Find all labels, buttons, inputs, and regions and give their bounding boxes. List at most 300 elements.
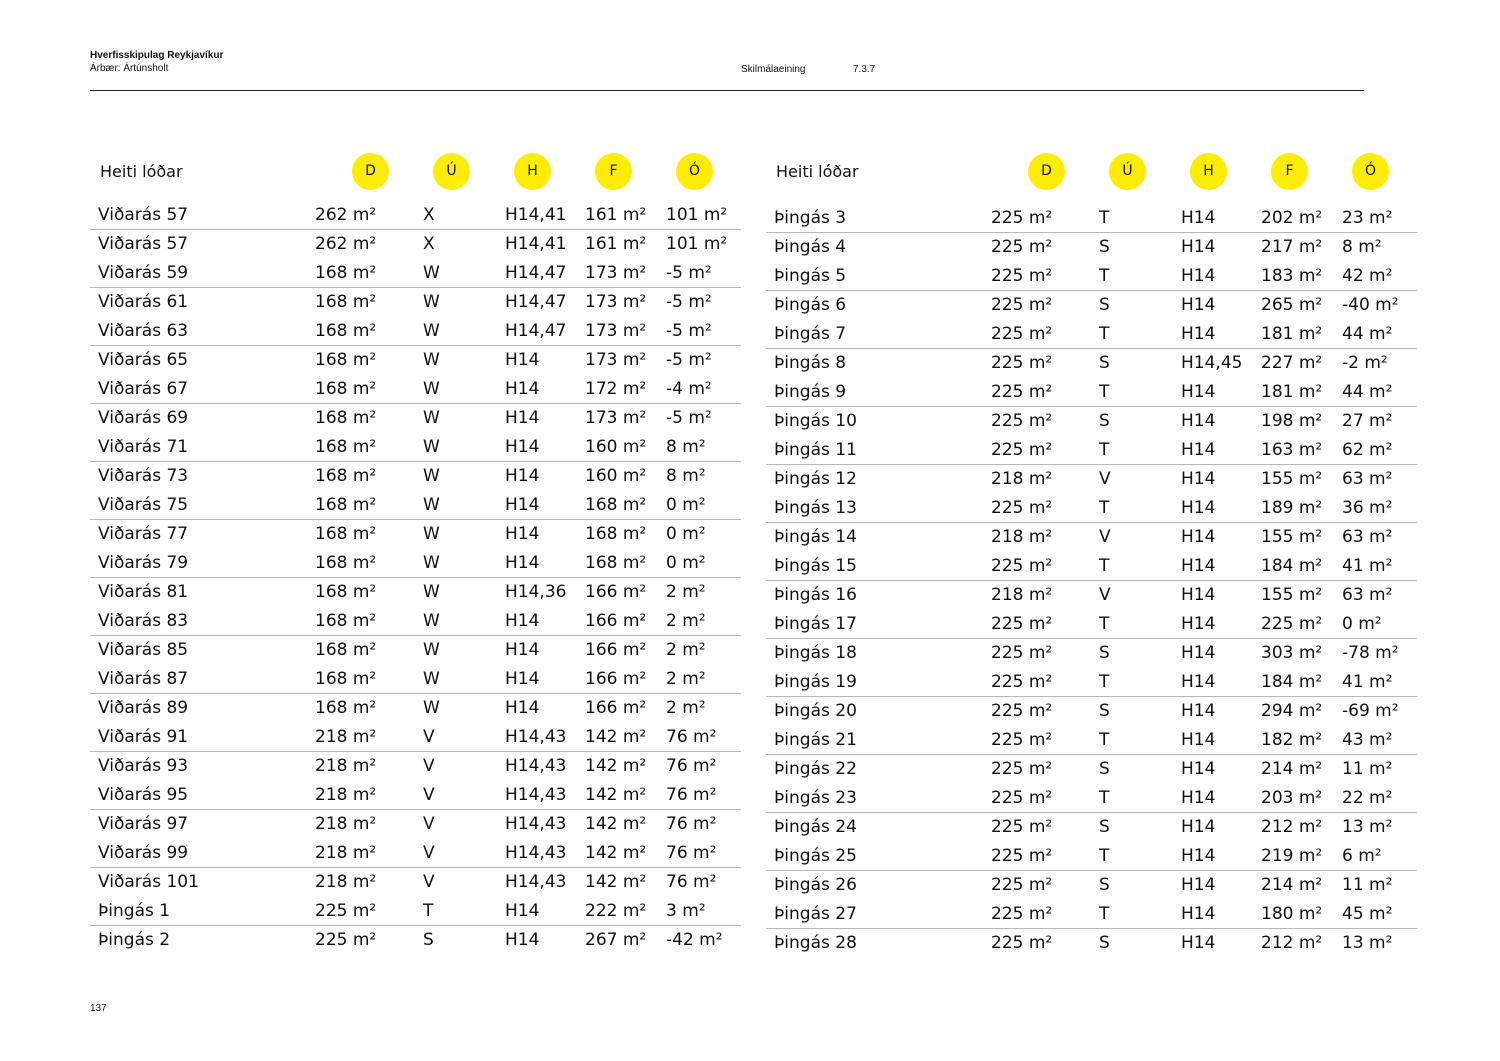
cell-f: 203 m² <box>1261 788 1323 808</box>
table-row <box>90 839 741 868</box>
cell-o: -4 m² <box>666 379 712 399</box>
cell-o: 27 m² <box>1342 411 1393 431</box>
table-row <box>90 259 741 288</box>
cell-f: 183 m² <box>1261 266 1323 286</box>
cell-o: 63 m² <box>1342 527 1393 547</box>
cell-d: 225 m² <box>991 904 1053 924</box>
cell-o: -69 m² <box>1342 701 1399 721</box>
lot-name: Þingás 6 <box>774 295 847 315</box>
cell-o: 0 m² <box>1342 614 1382 634</box>
cell-u: T <box>1099 498 1110 518</box>
cell-u: S <box>1099 875 1110 895</box>
cell-u: W <box>423 495 440 515</box>
lot-name: Þingás 17 <box>774 614 857 634</box>
lot-name: Viðarás 57 <box>98 205 189 225</box>
lot-name: Þingás 7 <box>774 324 847 344</box>
cell-u: T <box>423 901 434 921</box>
cell-h: H14 <box>1181 614 1216 634</box>
cell-f: 166 m² <box>585 669 647 689</box>
cell-d: 168 m² <box>315 408 377 428</box>
cell-f: 142 m² <box>585 727 647 747</box>
cell-f: 142 m² <box>585 872 647 892</box>
lot-name: Þingás 21 <box>774 730 857 750</box>
cell-u: W <box>423 437 440 457</box>
cell-o: 62 m² <box>1342 440 1393 460</box>
table-row <box>766 871 1417 900</box>
cell-d: 225 m² <box>991 411 1053 431</box>
cell-h: H14 <box>505 611 540 631</box>
table-row <box>90 549 741 578</box>
cell-f: 212 m² <box>1261 817 1323 837</box>
cell-u: T <box>1099 556 1110 576</box>
cell-o: 36 m² <box>1342 498 1393 518</box>
cell-u: V <box>1099 469 1111 489</box>
cell-o: 8 m² <box>1342 237 1382 257</box>
cell-u: W <box>423 698 440 718</box>
cell-o: -5 m² <box>666 408 712 428</box>
cell-u: V <box>423 727 435 747</box>
column-badge-f: F <box>1271 153 1308 190</box>
lot-name: Viðarás 81 <box>98 582 189 602</box>
cell-o: 2 m² <box>666 669 706 689</box>
cell-d: 225 m² <box>991 324 1053 344</box>
cell-f: 184 m² <box>1261 672 1323 692</box>
table-header <box>90 153 741 201</box>
cell-d: 168 m² <box>315 437 377 457</box>
cell-o: 0 m² <box>666 524 706 544</box>
table-row <box>90 433 741 462</box>
cell-u: W <box>423 669 440 689</box>
cell-f: 198 m² <box>1261 411 1323 431</box>
cell-o: 101 m² <box>666 234 728 254</box>
cell-h: H14 <box>505 640 540 660</box>
cell-d: 225 m² <box>991 382 1053 402</box>
lot-name: Viðarás 79 <box>98 553 189 573</box>
table-row <box>90 868 741 897</box>
lot-name: Þingás 22 <box>774 759 857 779</box>
cell-d: 218 m² <box>315 814 377 834</box>
column-badge-d: D <box>1028 153 1065 190</box>
cell-o: 8 m² <box>666 466 706 486</box>
cell-d: 218 m² <box>991 585 1053 605</box>
table-row <box>766 378 1417 407</box>
cell-u: W <box>423 553 440 573</box>
table-row <box>766 842 1417 871</box>
cell-u: T <box>1099 846 1110 866</box>
section-label: Skilmálaeining <box>741 64 806 75</box>
table-row <box>766 929 1417 958</box>
document-subtitle: Árbær: Ártúnsholt <box>90 63 169 74</box>
cell-o: 76 m² <box>666 814 717 834</box>
table-row <box>766 262 1417 291</box>
cell-f: 267 m² <box>585 930 647 950</box>
cell-h: H14 <box>1181 730 1216 750</box>
cell-o: -2 m² <box>1342 353 1388 373</box>
cell-d: 225 m² <box>991 933 1053 953</box>
lot-name: Þingás 14 <box>774 527 857 547</box>
cell-d: 225 m² <box>991 846 1053 866</box>
cell-o: 41 m² <box>1342 672 1393 692</box>
cell-u: S <box>1099 411 1110 431</box>
cell-h: H14 <box>1181 382 1216 402</box>
cell-o: 76 m² <box>666 756 717 776</box>
table-row <box>90 636 741 665</box>
cell-h: H14 <box>1181 556 1216 576</box>
lot-name: Viðarás 67 <box>98 379 189 399</box>
cell-d: 168 m² <box>315 611 377 631</box>
cell-o: 76 m² <box>666 727 717 747</box>
table-row <box>766 813 1417 842</box>
lot-name: Viðarás 69 <box>98 408 189 428</box>
lot-name: Þingás 3 <box>774 208 847 228</box>
cell-d: 168 m² <box>315 466 377 486</box>
cell-h: H14 <box>505 350 540 370</box>
cell-f: 214 m² <box>1261 875 1323 895</box>
table-row <box>766 610 1417 639</box>
lot-name: Viðarás 65 <box>98 350 189 370</box>
cell-d: 225 m² <box>991 643 1053 663</box>
cell-d: 168 m² <box>315 582 377 602</box>
cell-o: -5 m² <box>666 263 712 283</box>
cell-u: T <box>1099 730 1110 750</box>
cell-o: -40 m² <box>1342 295 1399 315</box>
cell-f: 173 m² <box>585 321 647 341</box>
cell-o: 63 m² <box>1342 585 1393 605</box>
lot-name: Viðarás 57 <box>98 234 189 254</box>
cell-f: 182 m² <box>1261 730 1323 750</box>
table-row <box>90 578 741 607</box>
cell-h: H14 <box>1181 643 1216 663</box>
cell-o: 45 m² <box>1342 904 1393 924</box>
cell-f: 173 m² <box>585 350 647 370</box>
cell-o: 101 m² <box>666 205 728 225</box>
cell-h: H14 <box>1181 295 1216 315</box>
cell-h: H14 <box>1181 788 1216 808</box>
cell-u: X <box>423 234 435 254</box>
table-row <box>766 494 1417 523</box>
cell-d: 168 m² <box>315 698 377 718</box>
cell-f: 161 m² <box>585 205 647 225</box>
cell-h: H14,47 <box>505 263 567 283</box>
page-header <box>90 50 1364 91</box>
cell-u: V <box>423 785 435 805</box>
cell-d: 225 m² <box>991 208 1053 228</box>
cell-d: 168 m² <box>315 640 377 660</box>
lot-name: Þingás 20 <box>774 701 857 721</box>
cell-f: 202 m² <box>1261 208 1323 228</box>
table-row <box>90 665 741 694</box>
cell-f: 142 m² <box>585 785 647 805</box>
column-header-name: Heiti lóðar <box>100 162 183 181</box>
cell-h: H14 <box>505 437 540 457</box>
cell-f: 225 m² <box>1261 614 1323 634</box>
cell-u: T <box>1099 614 1110 634</box>
lot-name: Þingás 18 <box>774 643 857 663</box>
cell-u: S <box>1099 295 1110 315</box>
lot-table-left <box>90 153 741 955</box>
cell-o: 3 m² <box>666 901 706 921</box>
table-row <box>90 230 741 259</box>
lot-name: Þingás 19 <box>774 672 857 692</box>
column-header-name: Heiti lóðar <box>776 162 859 181</box>
cell-o: 6 m² <box>1342 846 1382 866</box>
cell-h: H14 <box>1181 237 1216 257</box>
table-row <box>90 926 741 955</box>
lot-name: Þingás 5 <box>774 266 847 286</box>
cell-d: 218 m² <box>315 727 377 747</box>
lot-table-right <box>766 153 1417 958</box>
column-badge-u: Ú <box>433 153 470 190</box>
table-row <box>766 639 1417 668</box>
lot-name: Viðarás 99 <box>98 843 189 863</box>
cell-d: 218 m² <box>991 527 1053 547</box>
cell-o: 41 m² <box>1342 556 1393 576</box>
cell-h: H14,43 <box>505 872 567 892</box>
cell-h: H14,41 <box>505 234 567 254</box>
lot-name: Þingás 15 <box>774 556 857 576</box>
table-row <box>90 317 741 346</box>
table-header <box>766 153 1417 201</box>
lot-name: Þingás 23 <box>774 788 857 808</box>
cell-d: 168 m² <box>315 263 377 283</box>
cell-d: 168 m² <box>315 495 377 515</box>
cell-u: W <box>423 292 440 312</box>
lot-name: Þingás 8 <box>774 353 847 373</box>
cell-f: 217 m² <box>1261 237 1323 257</box>
cell-o: 63 m² <box>1342 469 1393 489</box>
cell-o: 44 m² <box>1342 324 1393 344</box>
lot-name: Viðarás 71 <box>98 437 189 457</box>
cell-u: S <box>1099 759 1110 779</box>
cell-f: 142 m² <box>585 814 647 834</box>
table-row <box>766 552 1417 581</box>
cell-f: 163 m² <box>1261 440 1323 460</box>
cell-f: 189 m² <box>1261 498 1323 518</box>
lot-name: Viðarás 75 <box>98 495 189 515</box>
cell-f: 265 m² <box>1261 295 1323 315</box>
cell-h: H14 <box>505 495 540 515</box>
cell-f: 155 m² <box>1261 527 1323 547</box>
cell-h: H14 <box>1181 208 1216 228</box>
cell-h: H14 <box>505 379 540 399</box>
table-row <box>90 607 741 636</box>
table-row <box>766 291 1417 320</box>
cell-h: H14 <box>1181 324 1216 344</box>
cell-h: H14 <box>505 669 540 689</box>
table-row <box>766 726 1417 755</box>
table-row <box>90 375 741 404</box>
cell-o: 13 m² <box>1342 817 1393 837</box>
lot-name: Þingás 9 <box>774 382 847 402</box>
lot-name: Viðarás 87 <box>98 669 189 689</box>
lot-name: Þingás 24 <box>774 817 857 837</box>
lot-name: Þingás 26 <box>774 875 857 895</box>
cell-h: H14 <box>1181 875 1216 895</box>
cell-d: 225 m² <box>991 614 1053 634</box>
table-row <box>90 288 741 317</box>
lot-name: Viðarás 85 <box>98 640 189 660</box>
lot-name: Þingás 13 <box>774 498 857 518</box>
lot-name: Viðarás 91 <box>98 727 189 747</box>
cell-h: H14 <box>505 930 540 950</box>
cell-h: H14 <box>505 466 540 486</box>
cell-h: H14 <box>1181 846 1216 866</box>
cell-o: 11 m² <box>1342 875 1393 895</box>
cell-o: -5 m² <box>666 321 712 341</box>
lot-name: Þingás 25 <box>774 846 857 866</box>
cell-u: T <box>1099 324 1110 344</box>
cell-u: W <box>423 263 440 283</box>
cell-h: H14 <box>505 901 540 921</box>
table-row <box>766 668 1417 697</box>
cell-d: 225 m² <box>991 701 1053 721</box>
cell-u: V <box>423 843 435 863</box>
cell-d: 168 m² <box>315 669 377 689</box>
cell-o: -5 m² <box>666 350 712 370</box>
cell-d: 225 m² <box>991 266 1053 286</box>
lot-name: Viðarás 63 <box>98 321 189 341</box>
table-body <box>90 201 741 955</box>
cell-h: H14,43 <box>505 756 567 776</box>
lot-name: Þingás 11 <box>774 440 857 460</box>
lot-name: Viðarás 83 <box>98 611 189 631</box>
table-row <box>766 204 1417 233</box>
cell-u: V <box>1099 527 1111 547</box>
cell-d: 225 m² <box>315 901 377 921</box>
cell-o: -78 m² <box>1342 643 1399 663</box>
cell-f: 180 m² <box>1261 904 1323 924</box>
cell-f: 173 m² <box>585 263 647 283</box>
column-badge-h: H <box>514 153 551 190</box>
cell-o: 22 m² <box>1342 788 1393 808</box>
table-row <box>766 784 1417 813</box>
cell-u: T <box>1099 440 1110 460</box>
cell-o: 76 m² <box>666 785 717 805</box>
cell-h: H14,36 <box>505 582 567 602</box>
table-row <box>90 781 741 810</box>
lot-name: Þingás 16 <box>774 585 857 605</box>
cell-u: W <box>423 524 440 544</box>
cell-h: H14 <box>1181 904 1216 924</box>
cell-d: 168 m² <box>315 379 377 399</box>
cell-u: S <box>1099 817 1110 837</box>
cell-o: -42 m² <box>666 930 723 950</box>
cell-d: 225 m² <box>991 759 1053 779</box>
table-row <box>90 694 741 723</box>
column-badge-u: Ú <box>1109 153 1146 190</box>
cell-f: 155 m² <box>1261 585 1323 605</box>
cell-u: T <box>1099 266 1110 286</box>
cell-u: V <box>423 872 435 892</box>
cell-d: 218 m² <box>315 843 377 863</box>
cell-h: H14 <box>1181 527 1216 547</box>
cell-f: 168 m² <box>585 553 647 573</box>
lot-name: Þingás 10 <box>774 411 857 431</box>
table-row <box>766 349 1417 378</box>
cell-h: H14 <box>1181 759 1216 779</box>
lot-name: Þingás 12 <box>774 469 857 489</box>
cell-h: H14 <box>1181 585 1216 605</box>
table-row <box>90 723 741 752</box>
cell-f: 184 m² <box>1261 556 1323 576</box>
cell-u: S <box>1099 237 1110 257</box>
cell-f: 173 m² <box>585 408 647 428</box>
cell-f: 219 m² <box>1261 846 1323 866</box>
cell-d: 225 m² <box>991 440 1053 460</box>
cell-f: 173 m² <box>585 292 647 312</box>
table-row <box>766 436 1417 465</box>
cell-o: 76 m² <box>666 872 717 892</box>
table-row <box>766 900 1417 929</box>
cell-o: 44 m² <box>1342 382 1393 402</box>
cell-h: H14,43 <box>505 843 567 863</box>
table-row <box>90 752 741 781</box>
cell-u: V <box>1099 585 1111 605</box>
cell-o: 23 m² <box>1342 208 1393 228</box>
cell-h: H14,41 <box>505 205 567 225</box>
cell-u: S <box>1099 643 1110 663</box>
cell-f: 160 m² <box>585 466 647 486</box>
cell-u: S <box>1099 701 1110 721</box>
cell-d: 225 m² <box>991 237 1053 257</box>
cell-f: 222 m² <box>585 901 647 921</box>
cell-h: H14,43 <box>505 814 567 834</box>
table-row <box>766 523 1417 552</box>
cell-h: H14 <box>1181 817 1216 837</box>
cell-f: 214 m² <box>1261 759 1323 779</box>
document-title: Hverfisskipulag Reykjavíkur <box>90 50 224 61</box>
table-row <box>90 404 741 433</box>
cell-o: 13 m² <box>1342 933 1393 953</box>
lot-name: Þingás 27 <box>774 904 857 924</box>
cell-u: W <box>423 611 440 631</box>
cell-d: 225 m² <box>991 730 1053 750</box>
cell-f: 168 m² <box>585 495 647 515</box>
column-badge-h: H <box>1190 153 1227 190</box>
column-badge-d: D <box>352 153 389 190</box>
cell-h: H14 <box>1181 701 1216 721</box>
cell-u: W <box>423 408 440 428</box>
table-row <box>90 491 741 520</box>
table-row <box>766 697 1417 726</box>
lot-name: Viðarás 97 <box>98 814 189 834</box>
cell-u: T <box>1099 904 1110 924</box>
cell-d: 225 m² <box>991 788 1053 808</box>
cell-o: 76 m² <box>666 843 717 863</box>
column-badge-o: Ó <box>1352 153 1389 190</box>
cell-u: W <box>423 321 440 341</box>
cell-f: 303 m² <box>1261 643 1323 663</box>
cell-d: 225 m² <box>991 556 1053 576</box>
cell-o: 42 m² <box>1342 266 1393 286</box>
cell-d: 225 m² <box>315 930 377 950</box>
lot-name: Þingás 1 <box>98 901 171 921</box>
lot-name: Viðarás 77 <box>98 524 189 544</box>
table-body <box>766 204 1417 958</box>
cell-o: 8 m² <box>666 437 706 457</box>
table-row <box>90 810 741 839</box>
cell-f: 142 m² <box>585 843 647 863</box>
cell-d: 168 m² <box>315 292 377 312</box>
cell-u: T <box>1099 208 1110 228</box>
cell-o: 2 m² <box>666 640 706 660</box>
column-badge-o: Ó <box>676 153 713 190</box>
cell-f: 155 m² <box>1261 469 1323 489</box>
cell-d: 168 m² <box>315 524 377 544</box>
table-row <box>766 407 1417 436</box>
table-row <box>766 755 1417 784</box>
cell-h: H14 <box>505 553 540 573</box>
